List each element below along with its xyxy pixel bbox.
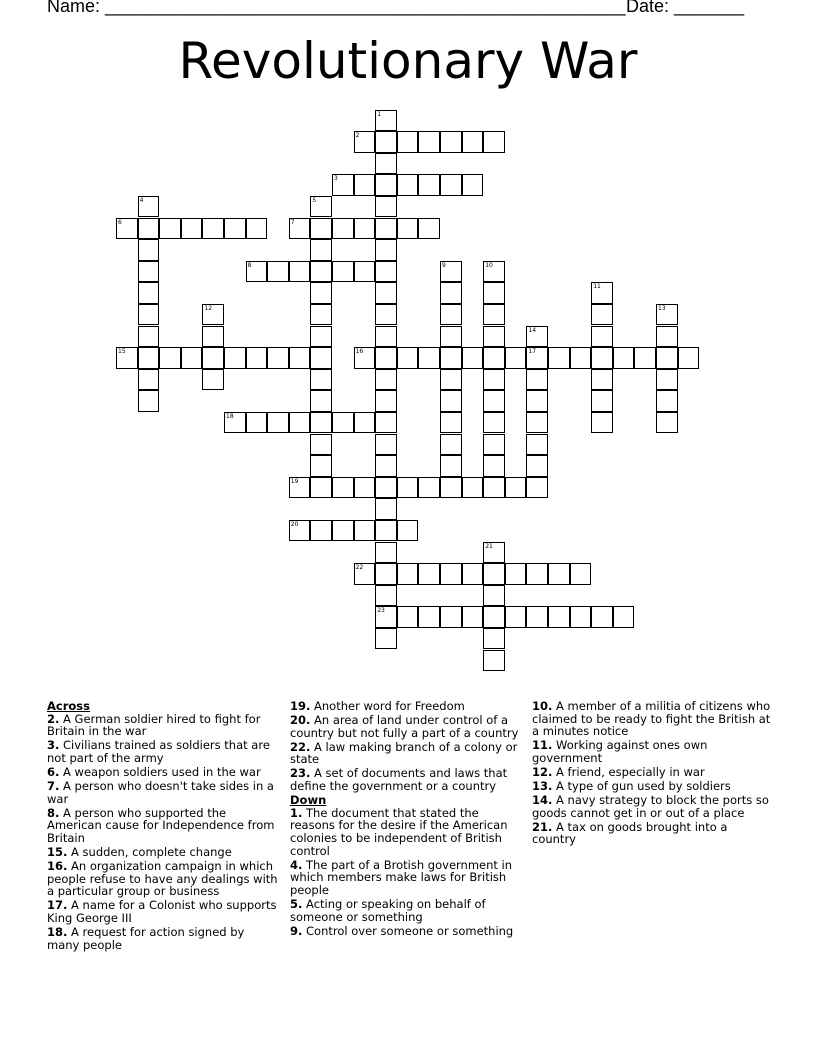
clue-number: 5 xyxy=(312,196,317,204)
clue-number-label: 8. xyxy=(47,805,60,820)
crossword-cell[interactable] xyxy=(678,347,700,369)
clue-number-label: 18. xyxy=(47,925,68,940)
crossword-cell[interactable] xyxy=(397,606,419,628)
clue-text: The part of a Brotish government in which members make laws for British people xyxy=(290,857,513,897)
date-field-label: Date: _______ xyxy=(626,0,745,16)
clue-number: 12 xyxy=(204,304,213,312)
crossword-cell[interactable] xyxy=(138,261,160,283)
clue-number-label: 5. xyxy=(290,896,303,911)
crossword-cell[interactable] xyxy=(181,347,203,369)
crossword-cell[interactable] xyxy=(462,131,484,153)
crossword-cell[interactable] xyxy=(310,390,332,412)
crossword-cell[interactable] xyxy=(418,477,440,499)
crossword-cell[interactable] xyxy=(202,304,224,326)
clue-text: A person who doesn't take sides in a war xyxy=(47,779,274,806)
crossword-cell[interactable] xyxy=(483,628,505,650)
crossword-cell[interactable] xyxy=(548,347,570,369)
clue xyxy=(47,860,279,898)
clue-text: A navy strategy to block the ports so goods cannot get in or out of a place xyxy=(532,793,769,820)
clues-column-2 xyxy=(290,700,522,939)
clue xyxy=(47,713,279,738)
crossword-cell[interactable] xyxy=(375,585,397,607)
crossword-cell[interactable] xyxy=(375,628,397,650)
crossword-cell[interactable] xyxy=(591,369,613,391)
clue-number-label: 7. xyxy=(47,779,60,794)
crossword-cell[interactable] xyxy=(159,347,181,369)
clue-number: 3 xyxy=(334,175,338,183)
crossword-cell[interactable] xyxy=(375,542,397,564)
crossword-cell[interactable] xyxy=(483,650,505,672)
crossword-cell[interactable] xyxy=(375,563,397,585)
crossword-cell[interactable] xyxy=(289,261,311,283)
crossword-cell[interactable] xyxy=(656,390,678,412)
crossword-cell[interactable] xyxy=(440,261,462,283)
clue-number-label: 4. xyxy=(290,857,303,872)
crossword-cell[interactable] xyxy=(375,606,397,628)
crossword-cell[interactable] xyxy=(656,369,678,391)
crossword-cell[interactable] xyxy=(375,196,397,218)
crossword-cell[interactable] xyxy=(483,282,505,304)
clue-number-label: 10. xyxy=(532,699,553,713)
crossword-cell[interactable] xyxy=(332,412,354,434)
crossword-cell[interactable] xyxy=(138,390,160,412)
clue-number: 8 xyxy=(247,261,252,269)
clue-text: A member of a militia of citizens who claimed to be ready to fight the British at a minutes notice xyxy=(532,699,771,739)
crossword-cell[interactable] xyxy=(656,412,678,434)
crossword-cell[interactable] xyxy=(483,412,505,434)
crossword-cell[interactable] xyxy=(202,347,224,369)
crossword-cell[interactable] xyxy=(483,477,505,499)
clue-text: A German soldier hired to fight for Britain in the war xyxy=(47,711,261,739)
crossword-cell[interactable] xyxy=(354,520,376,542)
crossword-cell[interactable] xyxy=(375,455,397,477)
crossword-cell[interactable] xyxy=(375,131,397,153)
crossword-cell[interactable] xyxy=(224,218,246,240)
crossword-cell[interactable] xyxy=(332,477,354,499)
crossword-cell[interactable] xyxy=(246,218,268,240)
crossword-cell[interactable] xyxy=(246,261,268,283)
crossword-cell[interactable] xyxy=(505,563,527,585)
crossword-cell[interactable] xyxy=(375,153,397,175)
clue-number-label: 3. xyxy=(47,738,60,753)
crossword-cell[interactable] xyxy=(159,218,181,240)
crossword-cell[interactable] xyxy=(246,347,268,369)
clue-number: 16 xyxy=(355,348,364,356)
crossword-cell[interactable] xyxy=(310,239,332,261)
crossword-cell[interactable] xyxy=(483,563,505,585)
crossword-cell[interactable] xyxy=(656,304,678,326)
crossword-cell[interactable] xyxy=(375,304,397,326)
crossword-cell[interactable] xyxy=(440,390,462,412)
clue-number-label: 2. xyxy=(47,711,60,726)
crossword-cell[interactable] xyxy=(526,390,548,412)
clue xyxy=(47,807,279,845)
crossword-cell[interactable] xyxy=(418,606,440,628)
crossword-cell[interactable] xyxy=(462,606,484,628)
crossword-cell[interactable] xyxy=(202,369,224,391)
crossword-cell[interactable] xyxy=(310,477,332,499)
crossword-cell[interactable] xyxy=(289,477,311,499)
clue-number-label: 21. xyxy=(532,819,553,834)
clue-text: A sudden, complete change xyxy=(67,845,232,860)
crossword-cell[interactable] xyxy=(138,326,160,348)
clue-number: 7 xyxy=(290,218,295,226)
clue-text: A type of gun used by soldiers xyxy=(552,779,731,794)
clue-text: A tax on goods brought into a country xyxy=(532,819,728,847)
clue xyxy=(47,739,279,764)
clue-number-label: 9. xyxy=(290,923,303,938)
crossword-cell[interactable] xyxy=(440,174,462,196)
crossword-cell[interactable] xyxy=(440,563,462,585)
crossword-cell[interactable] xyxy=(570,563,592,585)
page-title: Revolutionary War xyxy=(178,32,638,90)
crossword-cell[interactable] xyxy=(591,606,613,628)
crossword-cell[interactable] xyxy=(332,520,354,542)
crossword-cell[interactable] xyxy=(310,434,332,456)
clue-number-label: 13. xyxy=(532,779,553,794)
crossword-cell[interactable] xyxy=(310,369,332,391)
crossword-cell[interactable] xyxy=(267,261,289,283)
crossword-cell[interactable] xyxy=(224,347,246,369)
clue xyxy=(532,739,772,764)
clue-text: Civilians trained as soldiers that are not part of the army xyxy=(47,738,270,765)
clue-text: Another word for Freedom xyxy=(310,699,465,713)
crossword-cell[interactable] xyxy=(591,412,613,434)
clue xyxy=(290,859,522,897)
clue-text: A request for action signed by many people xyxy=(47,925,245,952)
name-field-label: Name: ____________________________________________________ xyxy=(47,0,626,16)
crossword-cell[interactable] xyxy=(310,455,332,477)
clue xyxy=(290,714,522,739)
crossword-cell[interactable] xyxy=(267,412,289,434)
clue xyxy=(290,898,522,923)
crossword-cell[interactable] xyxy=(332,261,354,283)
crossword-cell[interactable] xyxy=(375,434,397,456)
crossword-cell[interactable] xyxy=(375,282,397,304)
clue-number-label: 14. xyxy=(532,793,553,808)
clue-text: A law making branch of a colony or state xyxy=(290,739,518,767)
crossword-cell[interactable] xyxy=(440,304,462,326)
clue xyxy=(47,766,279,779)
clue-number-label: 19. xyxy=(290,699,311,713)
crossword-cell[interactable] xyxy=(138,304,160,326)
across-clue-list-continued xyxy=(290,700,522,793)
crossword-cell[interactable] xyxy=(526,434,548,456)
crossword-cell[interactable] xyxy=(591,347,613,369)
clue-text: A person who supported the American cause for Independence from Britain xyxy=(47,805,275,845)
crossword-cell[interactable] xyxy=(591,390,613,412)
crossword-cell[interactable] xyxy=(526,347,548,369)
crossword-cell[interactable] xyxy=(397,347,419,369)
crossword-cell[interactable] xyxy=(483,434,505,456)
clue-text: Control over someone or something xyxy=(302,923,514,938)
crossword-cell[interactable] xyxy=(397,520,419,542)
crossword-cell[interactable] xyxy=(354,218,376,240)
down-heading: Down xyxy=(290,793,327,808)
crossword-cell[interactable] xyxy=(570,347,592,369)
crossword-cell[interactable] xyxy=(375,326,397,348)
crossword-cell[interactable] xyxy=(310,282,332,304)
crossword-cell[interactable] xyxy=(375,218,397,240)
crossword-cell[interactable] xyxy=(548,563,570,585)
crossword-cell[interactable] xyxy=(202,326,224,348)
across-heading: Across xyxy=(47,699,90,713)
crossword-cell[interactable] xyxy=(116,347,138,369)
clue xyxy=(290,741,522,766)
crossword-cell[interactable] xyxy=(440,347,462,369)
crossword-cell[interactable] xyxy=(483,606,505,628)
clue-text: A friend, especially in war xyxy=(552,764,705,779)
crossword-cell[interactable] xyxy=(570,606,592,628)
crossword-cell[interactable] xyxy=(483,261,505,283)
crossword-cell[interactable] xyxy=(332,218,354,240)
crossword-cell[interactable] xyxy=(526,412,548,434)
crossword-cell[interactable] xyxy=(310,261,332,283)
down-clue-list xyxy=(290,807,522,937)
clue-number: 20 xyxy=(290,520,299,528)
crossword-cell[interactable] xyxy=(224,412,246,434)
clue-text: A set of documents and laws that define the government or a country xyxy=(290,766,508,794)
crossword-cell[interactable] xyxy=(505,477,527,499)
clue-number: 1 xyxy=(377,110,382,118)
crossword-cell[interactable] xyxy=(483,131,505,153)
crossword-cell[interactable] xyxy=(591,282,613,304)
crossword-cell[interactable] xyxy=(310,326,332,348)
clue-text: A name for a Colonist who supports King George III xyxy=(47,898,277,925)
crossword-cell[interactable] xyxy=(483,347,505,369)
clue xyxy=(290,767,522,792)
crossword-cell[interactable] xyxy=(526,326,548,348)
clue xyxy=(290,807,522,857)
clue-number: 9 xyxy=(442,261,446,269)
clue xyxy=(532,821,772,846)
crossword-cell[interactable] xyxy=(526,563,548,585)
crossword-cell[interactable] xyxy=(138,347,160,369)
crossword-cell[interactable] xyxy=(548,606,570,628)
crossword-cell[interactable] xyxy=(138,239,160,261)
clues-column-1 xyxy=(47,700,279,953)
crossword-cell[interactable] xyxy=(354,563,376,585)
crossword-cell[interactable] xyxy=(462,477,484,499)
crossword-cell[interactable] xyxy=(202,218,224,240)
crossword-cell[interactable] xyxy=(310,304,332,326)
clue-number: 15 xyxy=(118,348,126,356)
crossword-cell[interactable] xyxy=(375,498,397,520)
crossword-cell[interactable] xyxy=(591,304,613,326)
clue-number: 2 xyxy=(355,132,360,140)
crossword-cell[interactable] xyxy=(440,606,462,628)
crossword-cell[interactable] xyxy=(440,434,462,456)
clue-text: An area of land under control of a country but not fully a part of a country xyxy=(290,713,519,740)
crossword-cell[interactable] xyxy=(656,347,678,369)
crossword-cell[interactable] xyxy=(418,218,440,240)
crossword-cell[interactable] xyxy=(483,542,505,564)
clue-number: 23 xyxy=(377,607,385,615)
clue-text: A weapon soldiers used in the war xyxy=(59,764,261,779)
crossword-cell[interactable] xyxy=(138,369,160,391)
crossword-cell[interactable] xyxy=(505,347,527,369)
crossword-cell[interactable] xyxy=(138,282,160,304)
clue-text: The document that stated the reasons for the desire if the American colonies to be independent of British control xyxy=(290,805,508,858)
down-clue-list-continued xyxy=(532,700,772,846)
crossword-cell[interactable] xyxy=(483,326,505,348)
clue-number-label: 16. xyxy=(47,859,68,874)
crossword-cell[interactable] xyxy=(354,477,376,499)
crossword-cell[interactable] xyxy=(526,369,548,391)
clue xyxy=(532,766,772,779)
crossword-cell[interactable] xyxy=(418,131,440,153)
crossword-cell[interactable] xyxy=(397,174,419,196)
crossword-cell[interactable] xyxy=(310,412,332,434)
clue-number-label: 1. xyxy=(290,805,303,820)
clue-number-label: 12. xyxy=(532,764,553,779)
crossword-cell[interactable] xyxy=(440,326,462,348)
crossword-cell[interactable] xyxy=(613,347,635,369)
clue-number: 19 xyxy=(290,477,299,485)
clue-number: 17 xyxy=(528,348,537,356)
clue xyxy=(47,899,279,924)
crossword-cell[interactable] xyxy=(462,347,484,369)
crossword-cell[interactable] xyxy=(138,196,160,218)
clue-number-label: 11. xyxy=(532,738,553,753)
clue-number: 21 xyxy=(485,542,493,550)
crossword-cell[interactable] xyxy=(354,412,376,434)
clue xyxy=(47,926,279,951)
clue-number-label: 6. xyxy=(47,764,60,779)
clue xyxy=(532,700,772,738)
crossword-cell[interactable] xyxy=(483,304,505,326)
crossword-cell[interactable] xyxy=(289,347,311,369)
crossword-cell[interactable] xyxy=(375,520,397,542)
crossword-cell[interactable] xyxy=(613,606,635,628)
crossword-cell[interactable] xyxy=(310,347,332,369)
crossword-cell[interactable] xyxy=(591,326,613,348)
clue-number-label: 15. xyxy=(47,845,68,860)
crossword-cell[interactable] xyxy=(354,131,376,153)
crossword-cell[interactable] xyxy=(332,174,354,196)
crossword-cell[interactable] xyxy=(440,282,462,304)
crossword-cell[interactable] xyxy=(354,347,376,369)
crossword-cell[interactable] xyxy=(289,412,311,434)
clue xyxy=(532,780,772,793)
crossword-cell[interactable] xyxy=(418,174,440,196)
crossword-cell[interactable] xyxy=(375,347,397,369)
crossword-cell[interactable] xyxy=(116,218,138,240)
clue-text: An organization campaign in which people refuse to have any dealings with a particular group or business xyxy=(47,859,278,899)
crossword-cell[interactable] xyxy=(397,563,419,585)
crossword-cell[interactable] xyxy=(397,477,419,499)
clue-number: 10 xyxy=(485,261,493,269)
crossword-cell[interactable] xyxy=(440,369,462,391)
across-clue-list xyxy=(47,713,279,952)
clue-text: Acting or speaking on behalf of someone or something xyxy=(290,896,486,924)
crossword-cell[interactable] xyxy=(526,606,548,628)
clues-column-3 xyxy=(532,700,772,848)
crossword-cell[interactable] xyxy=(440,412,462,434)
crossword-cell[interactable] xyxy=(505,606,527,628)
crossword-cell[interactable] xyxy=(526,455,548,477)
clue-number: 6 xyxy=(118,218,122,226)
crossword-cell[interactable] xyxy=(375,174,397,196)
clue-text: Working against ones own government xyxy=(532,738,708,765)
crossword-cell[interactable] xyxy=(440,477,462,499)
crossword-cell[interactable] xyxy=(483,369,505,391)
crossword-cell[interactable] xyxy=(375,477,397,499)
crossword-cell[interactable] xyxy=(483,585,505,607)
clue xyxy=(290,700,522,713)
crossword-cell[interactable] xyxy=(526,477,548,499)
crossword-cell[interactable] xyxy=(375,412,397,434)
clue-number: 14 xyxy=(528,326,537,334)
clue xyxy=(290,925,522,938)
clue-number-label: 23. xyxy=(290,766,311,781)
crossword-cell[interactable] xyxy=(375,261,397,283)
clue-number: 22 xyxy=(355,564,364,572)
crossword-cell[interactable] xyxy=(656,326,678,348)
clue xyxy=(47,780,279,805)
crossword-cell[interactable] xyxy=(289,218,311,240)
crossword-cell[interactable] xyxy=(310,218,332,240)
crossword-cell[interactable] xyxy=(375,369,397,391)
clue-number: 18 xyxy=(226,412,234,420)
crossword-cell[interactable] xyxy=(397,131,419,153)
clue-number: 11 xyxy=(593,283,601,291)
crossword-cell[interactable] xyxy=(310,196,332,218)
clue-number-label: 17. xyxy=(47,898,68,913)
clue xyxy=(47,846,279,859)
clue xyxy=(532,794,772,819)
crossword-cell[interactable] xyxy=(440,131,462,153)
crossword-cell[interactable] xyxy=(483,390,505,412)
crossword-cell[interactable] xyxy=(462,563,484,585)
crossword-cell[interactable] xyxy=(310,520,332,542)
clue-number: 4 xyxy=(139,196,144,204)
crossword-cell[interactable] xyxy=(397,218,419,240)
crossword-cell[interactable] xyxy=(483,455,505,477)
crossword-cell[interactable] xyxy=(375,239,397,261)
clue-number-label: 22. xyxy=(290,739,311,754)
crossword-cell[interactable] xyxy=(289,520,311,542)
crossword-cell[interactable] xyxy=(634,347,656,369)
crossword-cell[interactable] xyxy=(246,412,268,434)
crossword-cell[interactable] xyxy=(267,347,289,369)
crossword-cell[interactable] xyxy=(354,261,376,283)
crossword-cell[interactable] xyxy=(462,174,484,196)
crossword-cell[interactable] xyxy=(181,218,203,240)
crossword-cell[interactable] xyxy=(375,110,397,132)
crossword-cell[interactable] xyxy=(418,347,440,369)
crossword-cell[interactable] xyxy=(138,218,160,240)
clue-number-label: 20. xyxy=(290,713,311,728)
crossword-cell[interactable] xyxy=(418,563,440,585)
crossword-cell[interactable] xyxy=(375,390,397,412)
crossword-cell[interactable] xyxy=(354,174,376,196)
crossword-cell[interactable] xyxy=(440,455,462,477)
clue-number: 13 xyxy=(658,304,666,312)
